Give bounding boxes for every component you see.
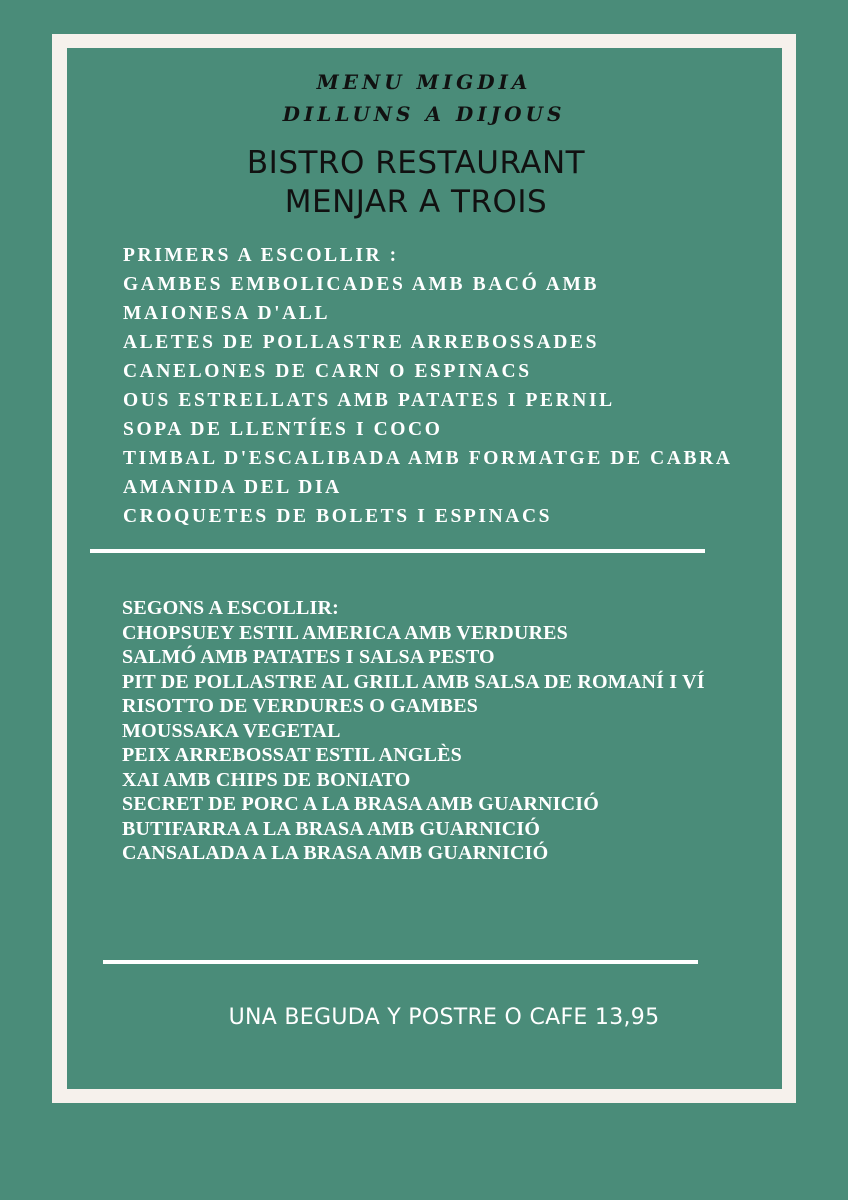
section-divider xyxy=(90,549,705,553)
segons-heading: SEGONS A ESCOLLIR: xyxy=(122,597,340,619)
segons-item: RISOTTO DE VERDURES O GAMBES xyxy=(122,695,479,717)
primers-section xyxy=(123,241,733,531)
segons-item: PIT DE POLLASTRE AL GRILL AMB SALSA DE ROMANÍ I VÍ xyxy=(122,670,705,693)
section-divider xyxy=(103,960,698,964)
restaurant-name-line1: BISTRO RESTAURANT xyxy=(246,145,586,181)
segons-item: SECRET DE PORC A LA BRASA AMB GUARNICIÓ xyxy=(122,793,599,815)
primers-heading: PRIMERS A ESCOLLIR : xyxy=(123,245,399,266)
segons-item: CHOPSUEY ESTIL AMERICA AMB VERDURES xyxy=(122,621,568,644)
segons-item: SALMÓ AMB PATATES I SALSA PESTO xyxy=(122,646,495,668)
primers-item: OUS ESTRELLATS AMB PATATES I PERNIL xyxy=(123,390,615,411)
primers-item: CANELONES DE CARN O ESPINACS xyxy=(123,361,532,382)
primers-item: GAMBES EMBOLICADES AMB BACÓ AMB xyxy=(123,274,600,295)
restaurant-name-line2: MENJAR A TROIS xyxy=(284,184,548,220)
primers-item: TIMBAL D'ESCALIBADA AMB FORMATGE DE CABRA xyxy=(123,448,733,469)
segons-item: MOUSSAKA VEGETAL xyxy=(122,719,341,742)
segons-section xyxy=(122,596,705,866)
menu-days: DILLUNS A DIJOUS xyxy=(282,102,566,126)
segons-item: XAI AMB CHIPS DE BONIATO xyxy=(122,768,411,791)
primers-item: MAIONESA D'ALL xyxy=(123,303,331,324)
segons-item: PEIX ARREBOSSAT ESTIL ANGLÈS xyxy=(122,744,462,766)
primers-item: AMANIDA DEL DIA xyxy=(123,477,342,498)
primers-item: ALETES DE POLLASTRE ARREBOSSADES xyxy=(123,332,600,353)
primers-item: SOPA DE LLENTÍES I COCO xyxy=(123,419,443,440)
segons-item: BUTIFARRA A LA BRASA AMB GUARNICIÓ xyxy=(122,817,541,840)
primers-item: CROQUETES DE BOLETS I ESPINACS xyxy=(123,506,553,527)
price-line: UNA BEGUDA Y POSTRE O CAFE 13,95 xyxy=(228,1005,660,1030)
menu-title: MENU MIGDIA xyxy=(316,70,532,94)
segons-item: CANSALADA A LA BRASA AMB GUARNICIÓ xyxy=(122,842,549,864)
